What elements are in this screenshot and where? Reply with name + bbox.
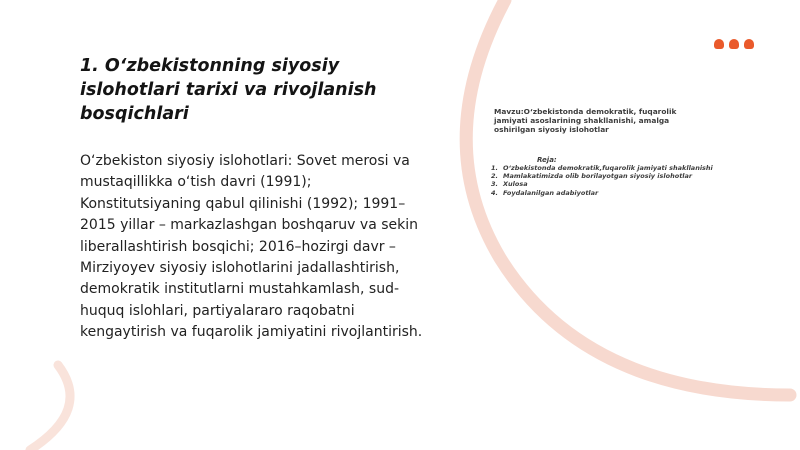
dot-icon xyxy=(729,39,739,49)
arc-right-large xyxy=(466,0,790,395)
plan-item-text: Mamlakatimizda olib borilayotgan siyosiy islohotlar xyxy=(503,172,693,181)
plan-item xyxy=(491,189,721,197)
decorative-dots xyxy=(714,39,754,49)
plan-item xyxy=(491,164,721,172)
arc-left xyxy=(30,365,70,450)
plan-list xyxy=(491,164,721,197)
plan-heading: Reja: xyxy=(537,156,557,164)
slide-title: 1. O‘zbekistonning siyosiy islohotlari tarixi va rivojlanish bosqichlari xyxy=(80,56,377,124)
plan-item-text: Xulosa xyxy=(503,180,528,189)
plan-item-text: O‘zbekistonda demokratik,fuqarolik jamiyati shakllanishi xyxy=(503,164,713,172)
plan-item-text: Foydalanilgan adabiyotlar xyxy=(503,188,599,197)
topic-text: Mavzu:O‘zbekistonda demokratik, fuqarolik jamiyati asoslarining shakllanishi, amalga oshirilgan siyosiy islohotlar xyxy=(494,107,677,134)
plan-item xyxy=(491,180,721,188)
plan-item xyxy=(491,172,721,180)
slide-body: O‘zbekiston siyosiy islohotlari: Sovet merosi va mustaqillikka o‘tish davri (1991); Konstitutsiyaning qabul qilinishi (1992); 1991–2015 yillar – markazlashgan boshqaruv va sekin liberallashtirish bosqichi; 2016–hozirgi davr – Mirziyoyev siyosiy islohotlarini jadallashtirish, demokratik institutlarni mustahkamlash, sud-huquq islohlari, partiyalararo raqobatni kengaytirish va fuqarolik jamiyatini rivojlantirish. xyxy=(80,153,423,341)
plan-item-number: 3. xyxy=(491,180,498,189)
dot-icon xyxy=(744,39,754,49)
plan-item-number: 1. xyxy=(491,164,498,172)
dot-icon xyxy=(714,39,724,49)
plan-item-number: 4. xyxy=(491,188,498,197)
plan-item-number: 2. xyxy=(491,172,498,181)
